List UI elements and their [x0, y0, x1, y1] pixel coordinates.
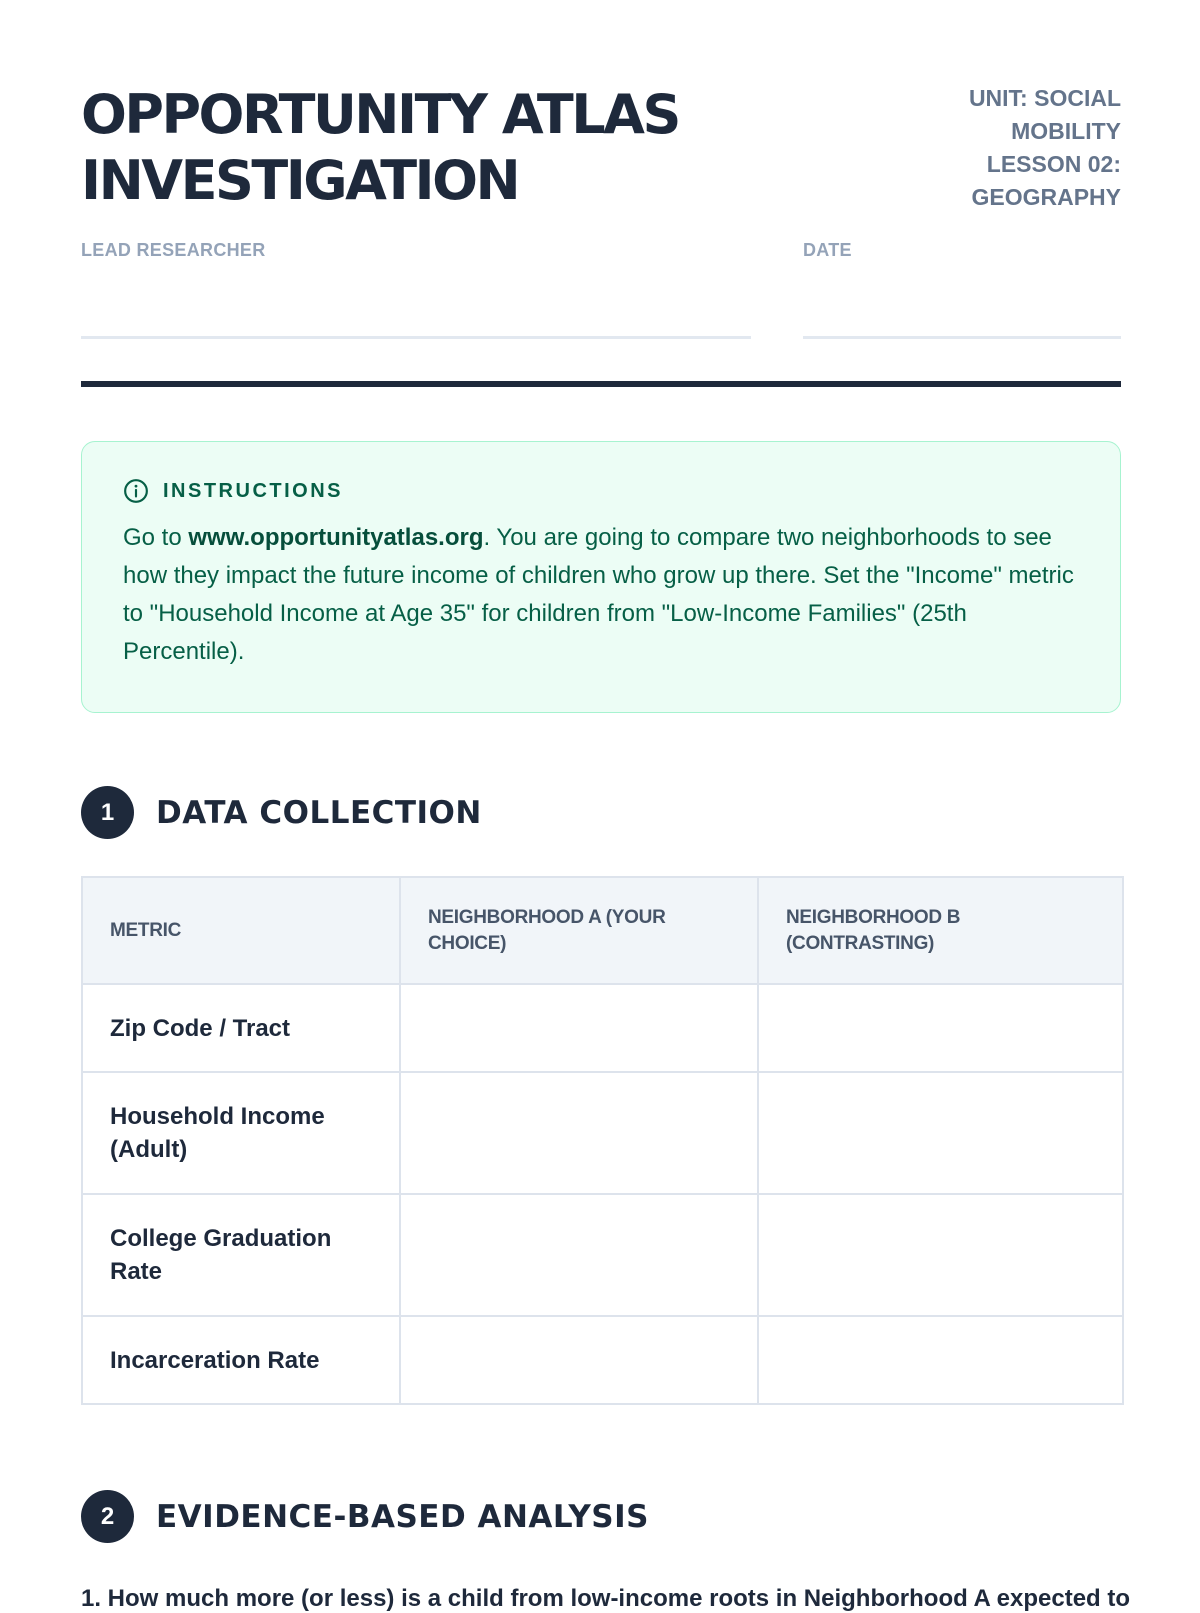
neighborhood-a-cell[interactable]	[400, 1194, 758, 1316]
page-title: OPPORTUNITY ATLAS INVESTIGATION	[81, 83, 679, 212]
date-label: DATE	[803, 240, 852, 260]
metric-cell: Incarceration Rate	[82, 1316, 400, 1404]
column-header-neighborhood-b: NEIGHBORHOOD B (CONTRASTING)	[758, 877, 1123, 984]
table-row	[82, 1194, 1123, 1316]
metric-cell: Household Income (Adult)	[82, 1072, 400, 1194]
section-evidence-analysis	[81, 1490, 649, 1543]
lead-researcher-label: LEAD RESEARCHER	[81, 240, 266, 260]
table-row	[82, 1316, 1123, 1404]
instructions-body: . You are going to compare two neighborhoods to see how they impact the future income of children who grow up there. Set the "Income" metric to "Household Income at Age 35" for children from "Low-Income Families" (25th Percentile).	[123, 524, 1074, 665]
name-date-fields	[81, 240, 1121, 340]
section-number-badge: 2	[81, 1490, 134, 1543]
header-divider	[81, 381, 1121, 387]
neighborhood-b-cell[interactable]	[758, 1316, 1123, 1404]
instructions-box	[81, 441, 1121, 713]
neighborhood-a-cell[interactable]	[400, 1316, 758, 1404]
question-1: 1. How much more (or less) is a child from low-income roots in Neighborhood A expected to	[81, 1585, 1131, 1612]
instructions-text	[123, 519, 1080, 671]
section-title: EVIDENCE-BASED ANALYSIS	[156, 1498, 649, 1535]
column-header-neighborhood-a: NEIGHBORHOOD A (YOUR CHOICE)	[400, 877, 758, 984]
table-row	[82, 984, 1123, 1072]
header	[81, 82, 1121, 214]
instructions-heading	[123, 478, 1080, 504]
data-collection-table	[81, 876, 1124, 1405]
section-title: DATA COLLECTION	[156, 794, 482, 831]
atlas-link[interactable]: www.opportunityatlas.org	[188, 524, 484, 551]
neighborhood-a-cell[interactable]	[400, 984, 758, 1072]
neighborhood-b-cell[interactable]	[758, 984, 1123, 1072]
lesson-label: LESSON 02: GEOGRAPHY	[971, 151, 1121, 210]
date-field[interactable]	[803, 240, 1121, 261]
lead-researcher-field[interactable]	[81, 240, 751, 261]
section-data-collection	[81, 786, 482, 839]
table-header-row	[82, 877, 1123, 984]
column-header-metric: METRIC	[82, 877, 400, 984]
unit-label: UNIT: SOCIAL MOBILITY	[968, 85, 1121, 144]
metric-cell: College Graduation Rate	[82, 1194, 400, 1316]
neighborhood-b-cell[interactable]	[758, 1194, 1123, 1316]
instructions-heading-text: INSTRUCTIONS	[163, 479, 343, 502]
info-icon	[123, 478, 149, 504]
section-number-badge: 1	[81, 786, 134, 839]
metric-cell: Zip Code / Tract	[82, 984, 400, 1072]
table-row	[82, 1072, 1123, 1194]
unit-lesson-meta	[921, 82, 1121, 214]
date-line[interactable]	[803, 336, 1121, 339]
neighborhood-a-cell[interactable]	[400, 1072, 758, 1194]
instructions-prefix: Go to	[123, 524, 189, 551]
lead-researcher-line[interactable]	[81, 336, 751, 339]
neighborhood-b-cell[interactable]	[758, 1072, 1123, 1194]
